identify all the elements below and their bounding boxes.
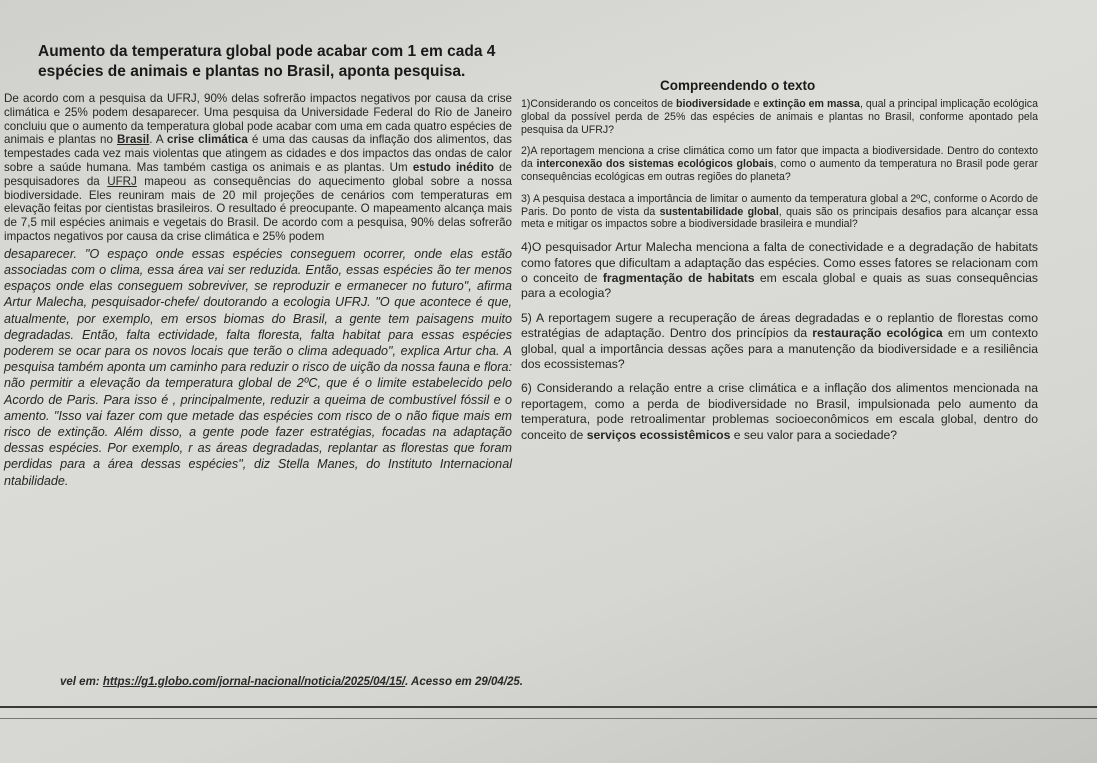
- source-link: https://g1.globo.com/jornal-nacional/noticia/2025/04/15/: [102, 676, 406, 688]
- footer-divider: [0, 706, 1097, 708]
- questions-heading: Compreendendo o texto: [660, 78, 816, 93]
- source-prefix: vel em:: [60, 676, 103, 688]
- question-keyword: serviços ecossistêmicos: [586, 427, 731, 442]
- question-text: em escala global e quais as suas consequências para a ecologia?: [521, 270, 1038, 301]
- questions-list: [521, 98, 1038, 452]
- question-2: [521, 145, 1038, 183]
- article-text: . A: [149, 133, 168, 147]
- question-text: em um contexto global, qual a importância dessas ações para a manutenção da biodiversidade e a resiliência dos ecossistemas?: [521, 326, 1039, 372]
- article-text: é uma das causas da inflação dos alimentos, das tempestades cada vez mais violentas que atingem as cidades e dos impactos das ondas de calor sobre a saúde humana. Mas também castiga os animais e as plantas. Um: [4, 133, 512, 174]
- source-suffix: . Acesso em 29/04/25.: [405, 676, 523, 688]
- question-6: [521, 381, 1038, 443]
- question-keyword: extinção em massa: [762, 98, 860, 110]
- question-4: [521, 240, 1038, 302]
- article-link-brasil: Brasil: [116, 133, 150, 147]
- question-text: e seu valor para a sociedade?: [730, 427, 898, 442]
- question-text: 1)Considerando os conceitos de: [521, 98, 677, 110]
- question-keyword: sustentabilidade global: [659, 205, 779, 218]
- question-text: 2)A reportagem menciona a crise climática como um fator que impacta a biodiversidade. Dentro do contexto da: [521, 145, 1038, 171]
- question-text: 4)O pesquisador Artur Malecha menciona a falta de conectividade e a degradação de habitats como fatores que dificultam a adaptação das espécies. Como esses fatores se relacionam com o conceito de: [521, 240, 1038, 285]
- question-text: 3) A pesquisa destaca a importância de limitar o aumento da temperatura global a 2ºC, conforme o Acordo de Paris. Do ponto de vista da: [521, 192, 1038, 218]
- article-body: [4, 92, 512, 489]
- article-emphasis: estudo inédito: [412, 160, 494, 174]
- question-keyword: restauração ecológica: [812, 326, 943, 341]
- question-keyword: interconexão dos sistemas ecológicos globais: [536, 158, 774, 171]
- footer-divider-thin: [0, 718, 1097, 719]
- article-paragraph-1: [4, 92, 512, 244]
- question-1: [521, 98, 1038, 136]
- question-5: [521, 311, 1038, 373]
- question-text: 5) A reportagem sugere a recuperação de áreas degradadas e o replantio de florestas como estratégias de adaptação. Dentro dos princípios da: [521, 310, 1038, 341]
- article-link-ufrj: UFRJ: [107, 174, 137, 188]
- question-text: , quais são os principais desafios para alcançar essa meta e mitigar os impactos sobre a biodiversidade brasileira e mundial?: [521, 205, 1038, 231]
- article-text: mapeou as consequências do aquecimento global sobre a nossa biodiversidade. Eles reuniram mais de 20 mil projeções de cenários com temperaturas em elevação feitas por cientistas brasileiros. O resultado é preocupante. O mapeamento alcança mais de 7,5 mil espécies animais e vegetais do Brasil. De acordo com a pesquisa, 90% delas sofrerão impactos negativos por causa da crise climática e 25% podem: [4, 174, 513, 243]
- question-3: [521, 193, 1038, 231]
- question-text: , qual a principal implicação ecológica global da possível perda de 25% das espécies de animais e plantas no Brasil, conforme apontado pela pesquisa da UFRJ?: [521, 98, 1038, 136]
- question-keyword: fragmentação de habitats: [602, 270, 755, 285]
- question-text: 6) Considerando a relação entre a crise climática e a inflação dos alimentos mencionada na reportagem, como a perda de biodiversidade no Brasil, impulsionada pelo aumento da temperatura, pode retroalimentar problemas socioeconômicos em escala global, dentro do conceito de: [521, 381, 1038, 442]
- source-citation: [60, 676, 580, 688]
- article-text: de pesquisadores da: [4, 160, 512, 188]
- article-text: De acordo com a pesquisa da UFRJ, 90% delas sofrerão impactos negativos por causa da crise climática e 25% podem desaparecer. Uma pesquisa da Universidade Federal do Rio de Janeiro concluiu que o aumento da temperatura global pode acabar com uma em cada quatro espécies de animais e plantas no: [4, 92, 512, 147]
- article-emphasis: crise climática: [167, 133, 248, 147]
- question-text: e: [750, 98, 763, 110]
- question-text: , como o aumento da temperatura no Brasil pode gerar consequências ecológicas em outras regiões do planeta?: [521, 158, 1038, 183]
- article-paragraph-2: desaparecer. "O espaço onde essas espécies conseguem ocorrer, onde elas estão associadas com o clima, essa área vai ser reduzida. Então, essas espécies ão ter menos espaços onde elas conseguem sobreviver, se reproduzir e ermanecer no futuro", afirma Artur Malecha, pesquisador-chefe/ doutorando a ecologia UFRJ. "O que acontece é que, atualmente, por exemplo, em ersos biomas do Brasil, a gente tem paisagens muito degradadas. Então, falta ectividade, falta floresta, falta habitat para essas espécies poderem se ocar para os novos locais que terão o clima adequado", explica Artur cha. A pesquisa também aponta um caminho para reduzir o risco de uição da nossa fauna e flora: não permitir a elevação da temperatura global de 2ºC, que é o limite estabelecido pelo Acordo de Paris. Para isso é , principalmente, reduzir a queima de combustível fóssil e o amento. "Isso vai fazer com que metade das espécies com risco de o não fique mais em risco de extinção. Além disso, a gente pode fazer estratégias, focadas na adaptação dessas espécies. Por exemplo, r as áreas degradadas, replantar as florestas que foram perdidas para a área dessas espécies", diz Stella Manes, do Instituto Internacional ntabilidade.: [4, 246, 512, 488]
- article-title: Aumento da temperatura global pode acabar com 1 em cada 4 espécies de animais e plantas no Brasil, aponta pesquisa.: [38, 43, 496, 80]
- question-keyword: biodiversidade: [676, 98, 751, 110]
